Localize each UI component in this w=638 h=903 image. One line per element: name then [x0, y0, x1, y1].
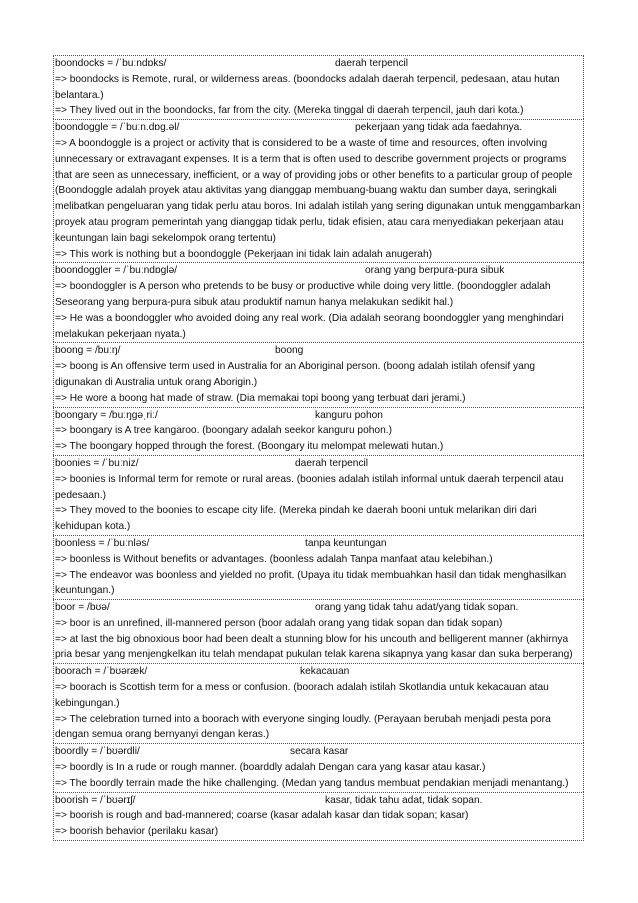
dictionary-entry [53, 663, 584, 743]
entry-example: => The boongary hopped through the forest. (Boongary itu melompat melewati hutan.) [55, 441, 444, 453]
dictionary-entry [53, 743, 584, 791]
dictionary-entry [53, 342, 584, 406]
entry-headline [55, 536, 582, 552]
entry-definition: => boorach is Scottish term for a mess or confusion. (boorach adalah istilah Skotlandia untuk kekacauan atau kebingungan.) [55, 682, 549, 709]
dictionary-entry [53, 407, 584, 455]
entry-term: boorish = /ˈbʊərɪʃ/ [55, 794, 136, 806]
entry-example: => at last the big obnoxious boor had been dealt a stunning blow for his uncouth and belligerent manner (akhirnya pria besar yang menjengkelkan itu telah mendapat pukulan telak karena sikapnya yang kasar dan suka berperang) [55, 633, 573, 661]
entry-definition: => boonies is Informal term for remote or rural areas. (boonies adalah istilah informal untuk daerah terpencil atau pedesaan.) [55, 473, 564, 501]
entry-definition: => boondoggler is A person who pretends to be busy or productive while doing very little. (boondoggler adalah Seseorang yang berpura-pura sibuk atau produktif namun hanya melakukan sedikit hal.) [55, 281, 551, 308]
entry-meaning: kanguru pohon [315, 409, 383, 421]
entry-definition: => boongary is A tree kangaroo. (boongary adalah seekor kanguru pohon.) [55, 425, 392, 437]
entry-headline [55, 793, 582, 809]
entry-definition: => boondocks is Remote, rural, or wilderness areas. (boondocks adalah daerah terpencil, pedesaan, atau hutan belantara.) [55, 73, 560, 101]
entry-meaning: daerah terpencil [295, 457, 369, 469]
entry-example: => The celebration turned into a boorach with everyone singing loudly. (Perayaan berubah menjadi pesta pora dengan semua orang bernyanyi dengan keras.) [55, 713, 551, 741]
dictionary-entry [53, 55, 584, 119]
entry-example: => The boordly terrain made the hike challenging. (Medan yang tandus membuat pendakian menjadi menantang.) [55, 777, 569, 789]
entry-definition: => boor is an unrefined, ill-mannered person (boor adalah orang yang tidak sopan dan tidak sopan) [55, 617, 503, 629]
entry-example: => boorish behavior (perilaku kasar) [55, 826, 219, 838]
entry-term: boondoggler = /ˈbuːndɒɡlə/ [55, 265, 178, 277]
entry-term: boorach = /ˈbʊəræk/ [55, 666, 148, 678]
entry-term: boondocks = /ˈbuːndɒks/ [55, 58, 167, 69]
entry-example: => He was a boondoggler who avoided doing any real work. (Dia adalah seorang boondoggler yang menghindari melakukan pekerjaan nyata.) [55, 312, 564, 340]
entry-list [53, 55, 584, 841]
dictionary-entry [53, 535, 584, 599]
entry-meaning: pekerjaan yang tidak ada faedahnya. [355, 122, 523, 134]
entry-term: boong = /buːŋ/ [55, 345, 121, 357]
entry-example: => The endeavor was boonless and yielded no profit. (Upaya itu tidak membuahkan hasil dan tidak menghasilkan keuntungan.) [55, 569, 567, 597]
entry-term: boor = /bʊə/ [55, 602, 110, 614]
entry-meaning: orang yang berpura-pura sibuk [365, 265, 505, 277]
entry-headline [55, 263, 582, 279]
dictionary-entry [53, 262, 584, 342]
entry-term: boordly = /ˈbʊərdli/ [55, 746, 140, 758]
entry-headline [55, 56, 582, 72]
entry-headline [55, 744, 582, 760]
entry-headline [55, 343, 582, 359]
entry-term: boondoggle = /ˈbuːn.dɒɡ.əl/ [55, 122, 180, 134]
entry-definition: => boordly is In a rude or rough manner. (boarddly adalah Dengan cara yang kasar atau kasar.) [55, 762, 486, 774]
entry-example: => This work is nothing but a boondoggle (Pekerjaan ini tidak lain adalah anugerah) [55, 248, 433, 260]
entry-headline [55, 456, 582, 472]
dictionary-entry [53, 792, 584, 841]
entry-example: => He wore a boong hat made of straw. (Dia memakai topi boong yang terbuat dari jerami.) [55, 392, 466, 404]
entry-example: => They lived out in the boondocks, far from the city. (Mereka tinggal di daerah terpencil, jauh dari kota.) [55, 105, 524, 117]
entry-definition: => boonless is Without benefits or advantages. (boonless adalah Tanpa manfaat atau kelebihan.) [55, 553, 493, 565]
entry-meaning: boong [275, 345, 304, 357]
entry-meaning: daerah terpencil [335, 58, 409, 69]
entry-meaning: secara kasar [290, 746, 349, 758]
entry-definition: => boong is An offensive term used in Australia for an Aboriginal person. (boong adalah istilah ofensif yang digunakan di Australia untuk orang Aborigin.) [55, 361, 536, 388]
entry-term: boonies = /ˈbuːniz/ [55, 457, 139, 469]
entry-meaning: kekacauan [300, 666, 350, 678]
dictionary-sheet [53, 55, 584, 841]
entry-headline [55, 600, 582, 616]
dictionary-entry [53, 599, 584, 663]
entry-headline [55, 408, 582, 424]
entry-definition: => boorish is rough and bad-mannered; coarse (kasar adalah kasar dan tidak sopan; kasar) [55, 810, 469, 822]
entry-term: boongary = /buːŋɡəˌriː/ [55, 409, 158, 421]
entry-term: boonless = /ˈbuːnləs/ [55, 537, 150, 549]
entry-meaning: kasar, tidak tahu adat, tidak sopan. [325, 794, 483, 806]
entry-meaning: tanpa keuntungan [305, 537, 387, 549]
entry-definition: => A boondoggle is a project or activity that is considered to be a waste of time and resources, often involving unnecessary or extravagant expenses. It is a term that is often used to describe government projects or programs that are seen as unnecessary, inefficient, or a way of providing jobs or other benefits to a particular group of people (Boondoggle adalah proyek atau aktivitas yang dianggap membuang-buang waktu dan sumber daya, seringkali melibatkan pengeluaran yang tidak perlu atau boros. Ini adalah istilah yang sering digunakan untuk menggambarkan proyek atau program pemerintah yang dianggap tidak perlu, tidak efisien, atau cara menyediakan pekerjaan atau keuntungan lain bagi sekelompok orang tertentu) [55, 137, 581, 244]
dictionary-entry [53, 455, 584, 535]
dictionary-entry [53, 119, 584, 262]
entry-example: => They moved to the boonies to escape city life. (Mereka pindah ke daerah booni untuk melarikan diri dari kehidupan kota.) [55, 505, 537, 533]
entry-meaning: orang yang tidak tahu adat/yang tidak sopan. [315, 602, 519, 614]
entry-headline [55, 120, 582, 136]
entry-headline [55, 664, 582, 680]
